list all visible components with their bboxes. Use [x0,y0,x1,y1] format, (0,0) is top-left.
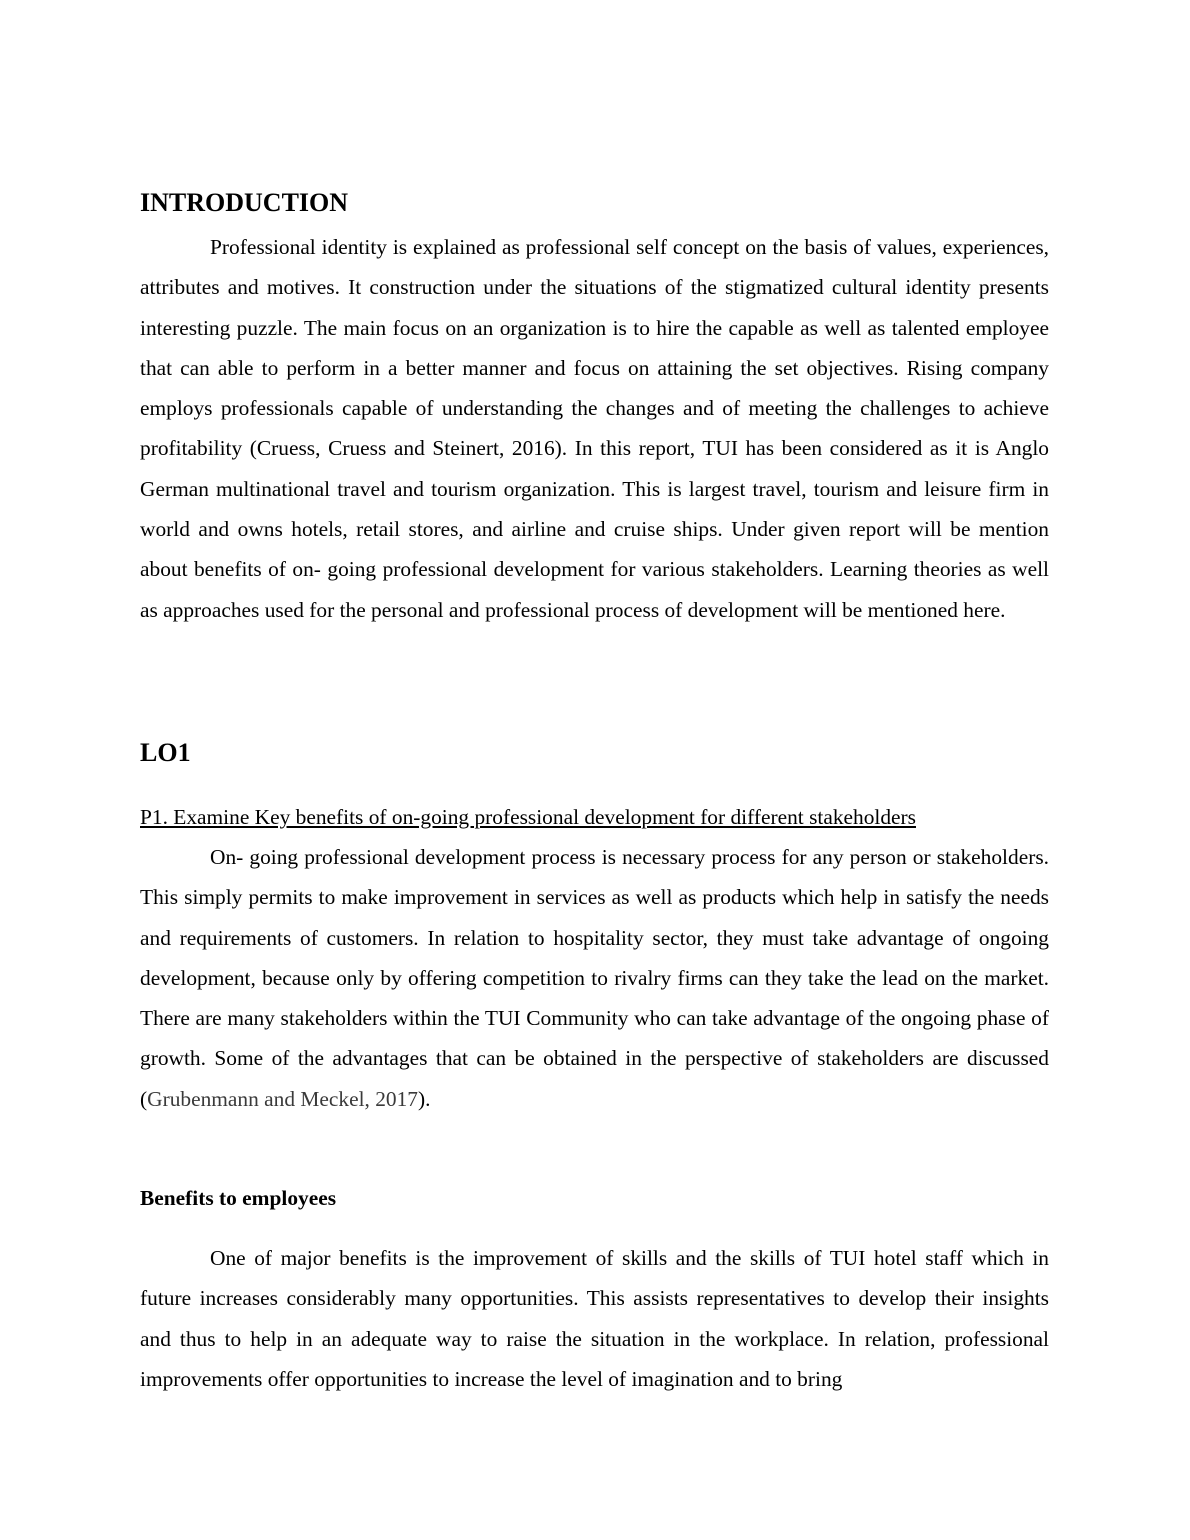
p1-citation: Grubenmann and Meckel, 2017 [147,1086,418,1111]
p1-paragraph-end: ). [418,1086,431,1111]
p1-paragraph [140,837,1049,1119]
introduction-heading: INTRODUCTION [140,188,349,217]
lo1-heading: LO1 [140,738,191,767]
benefits-employees-heading: Benefits to employees [140,1186,337,1210]
benefits-employees-paragraph: One of major benefits is the improvement of skills and the skills of TUI hotel staff which in future increases considerably many opportunities. This assists representatives to develop their insights and thus to help in an adequate way to raise the situation in the workplace. In relation, professional improvements offer opportunities to increase the level of imagination and to bring [140,1246,1049,1391]
p1-title: P1. Examine Key benefits of on-going professional development for different stakeholders [140,805,916,829]
introduction-paragraph: Professional identity is explained as professional self concept on the basis of values, experiences, attributes and motives. It construction under the situations of the stigmatized cultural identity presents interesting puzzle. The main focus on an organization is to hire the capable as well as talented employee that can able to perform in a better manner and focus on attaining the set objectives. Rising company employs professionals capable of understanding the changes and of meeting the challenges to achieve profitability (Cruess, Cruess and Steinert, 2016). In this report, TUI has been considered as it is Anglo German multinational travel and tourism organization. This is largest travel, tourism and leisure firm in world and owns hotels, retail stores, and airline and cruise ships. Under given report will be mention about benefits of on- going professional development for various stakeholders. Learning theories as well as approaches used for the personal and professional process of development will be mentioned here. [140,235,1049,622]
p1-paragraph-text: On- going professional development process is necessary process for any person or stakeholders. This simply permits to make improvement in services as well as products which help in satisfy the needs and requirements of customers. In relation to hospitality sector, they must take advantage of ongoing development, because only by offering competition to rivalry firms can they take the lead on the market. There are many stakeholders within the TUI Community who can take advantage of the ongoing phase of growth. Some of the advantages that can be obtained in the perspective of stakeholders are discussed ( [140,845,1049,1111]
